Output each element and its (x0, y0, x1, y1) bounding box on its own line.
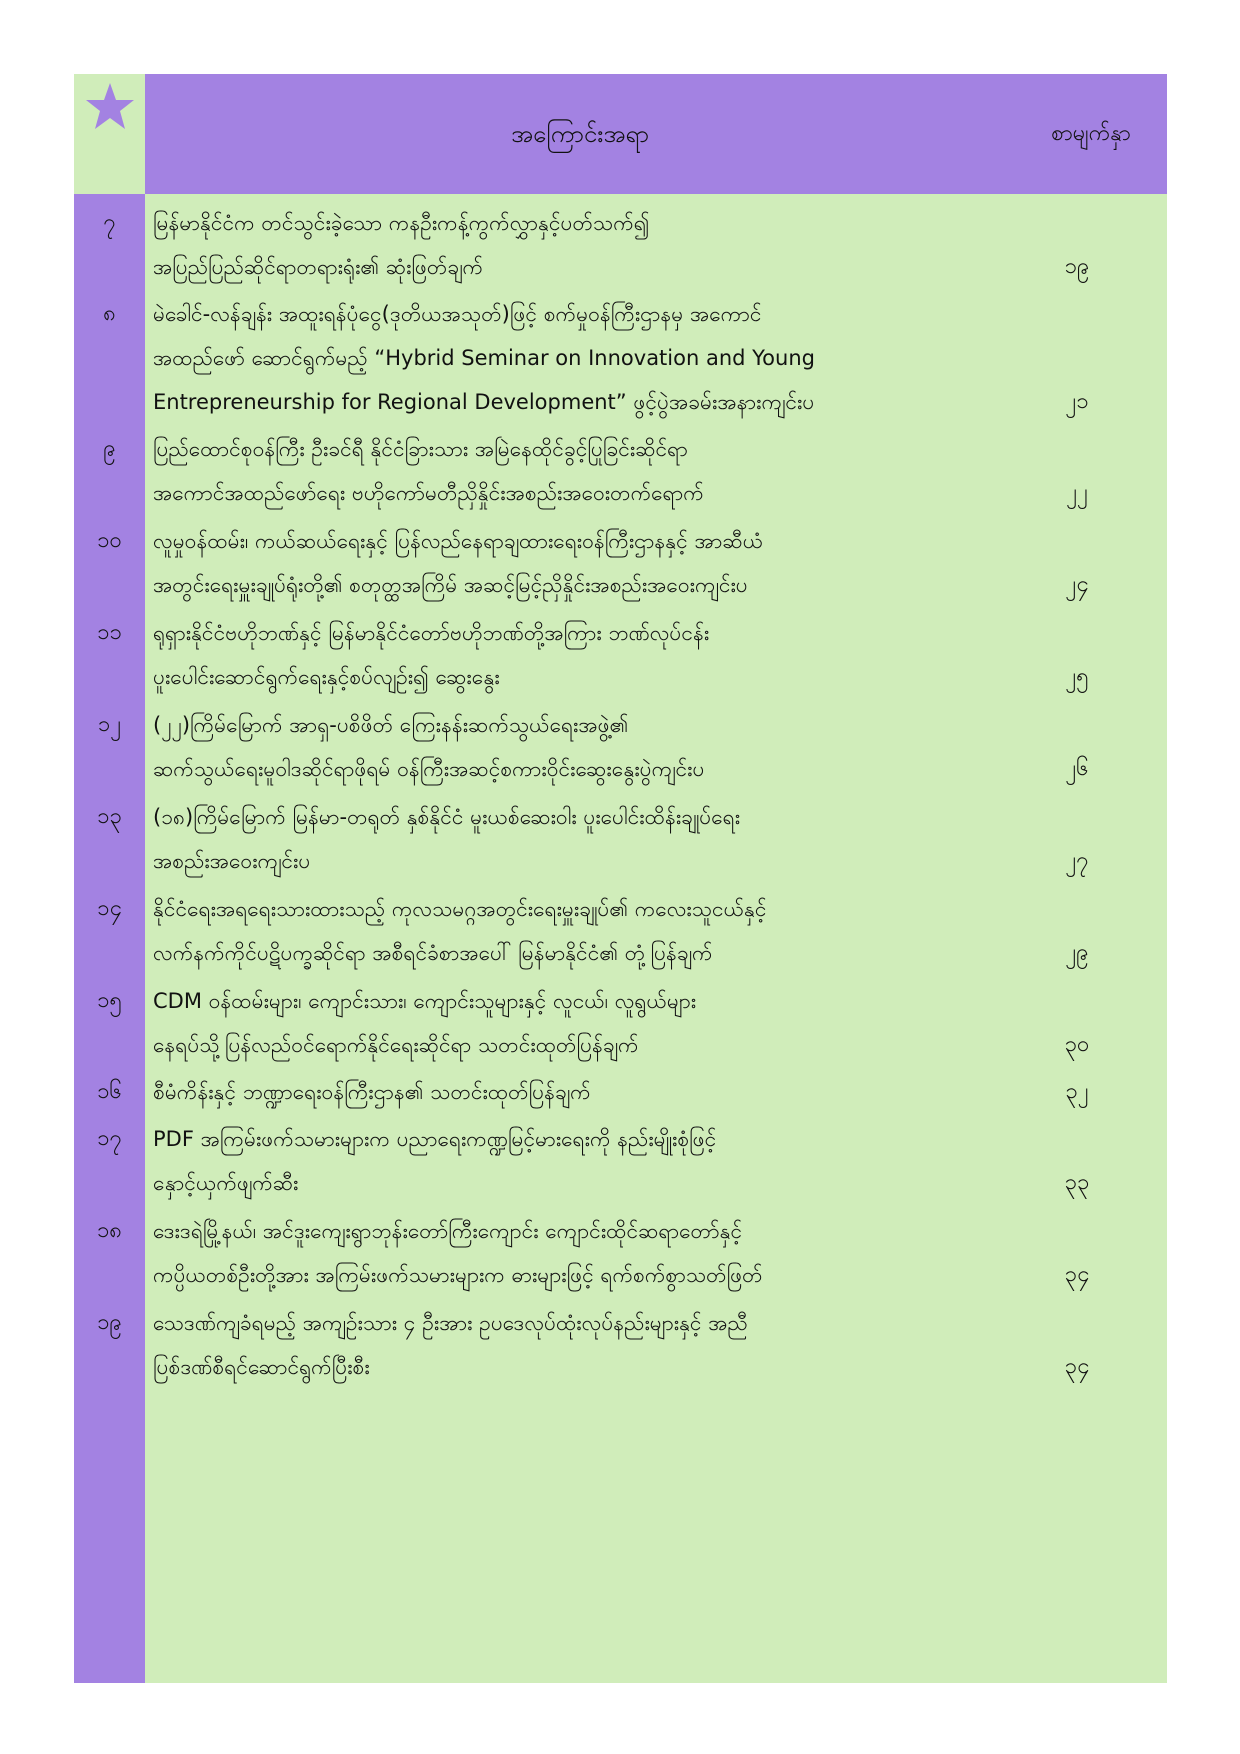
entry-title (153, 427, 998, 515)
entry-title-line: သေဒဏ်ကျခံရမည့် အကျဉ်းသား ၄ ဦးအား ဥပဒေလုပ်ထုံးလုပ်နည်းများနှင့် အညီ (153, 1311, 748, 1335)
entry-title (153, 292, 998, 424)
entry-page-number: ၃၄ (1064, 1354, 1090, 1379)
entry-number: ၁၉ (97, 1310, 122, 1335)
entry-number: ၁၅ (97, 988, 122, 1013)
entry-title-line: CDM ဝန်ထမ်းများ၊ ကျောင်းသား၊ ကျောင်းသူများနှင့် လူငယ်၊ လူရွယ်များ (153, 989, 697, 1013)
entry-title-line: လက်နက်ကိုင်ပဋိပက္ခဆိုင်ရာ အစီရင်ခံစာအပေါ် မြန်မာနိုင်ငံ၏ တုံ့ပြန်ချက် (153, 941, 713, 965)
entry-page-number: ၂၂ (1066, 480, 1088, 505)
entry-title (153, 1070, 998, 1114)
entry-number: ၈ (103, 301, 116, 326)
entry-title (153, 519, 998, 607)
entry-title-line: နိုင်ငံရေးအရရေးသားထားသည့် ကုလသမဂ္ဂအတွင်းရေးမှူးချုပ်၏ ကလေးသူငယ်နှင့် (153, 897, 767, 921)
entry-title-line: ရုရှားနိုင်ငံဗဟိုဘဏ်နှင့် မြန်မာနိုင်ငံတော်ဗဟိုဘဏ်တို့အကြား ဘဏ်လုပ်ငန်း (153, 621, 710, 645)
entry-page-number: ၂၄ (1065, 572, 1089, 597)
entry-title-line: PDF အကြမ်းဖက်သမားများက ပညာရေးကဏ္ဍမြင့်မားရေးကို နည်းမျိုးစုံဖြင့် (153, 1127, 717, 1151)
entry-title-line: (၂၂)ကြိမ်မြောက် အာရှ-ပစိဖိတ် ကြေးနန်းဆက်သွယ်ရေးအဖွဲ့၏ (153, 713, 629, 737)
entry-title-line: နေရပ်သို့ပြန်လည်ဝင်ရောက်နိုင်ရေးဆိုင်ရာ သတင်းထုတ်ပြန်ချက် (153, 1033, 639, 1057)
entry-title-line: လူမှုဝန်ထမ်း၊ ကယ်ဆယ်ရေးနှင့် ပြန်လည်နေရာချထားရေးဝန်ကြီးဌာနနှင့် အာဆီယံ (153, 529, 764, 553)
star-cell (74, 74, 145, 194)
entry-title-line: အတွင်းရေးမှူးချုပ်ရုံးတို့၏ စတုတ္ထအကြိမ် အဆင့်မြင့်ညှိနှိုင်းအစည်းအဝေးကျင်းပ (153, 573, 748, 597)
entry-title-line: မဲခေါင်-လန်ချန်း အထူးရန်ပုံငွေ(ဒုတိယအသုတ်)ဖြင့် စက်မှုဝန်ကြီးဌာနမှ အကောင် (153, 302, 762, 326)
entry-page-number: ၂၇ (1065, 848, 1089, 873)
entry-number: ၁၀ (97, 528, 122, 553)
entries-area (97, 194, 1167, 1683)
entry-title-line: ပြစ်ဒဏ်စီရင်ဆောင်ရွက်ပြီးစီး (153, 1355, 370, 1379)
entry-page-number: ၂၅ (1065, 664, 1089, 689)
entry-number: ၁၂ (97, 712, 122, 737)
entry-title (153, 201, 998, 289)
entry-title-line: ဒေးဒရဲမြို့နယ်၊ အင်ဒူးကျေးရွာဘုန်းတော်ကြီးကျောင်း ကျောင်းထိုင်ဆရာတော်နှင့် (153, 1219, 743, 1243)
entry-number: ၁၃ (97, 804, 122, 829)
table-of-contents (74, 74, 1167, 1683)
header-row (145, 74, 1167, 194)
entry-title-line: Entrepreneurship for Regional Development” ဖွင့်ပွဲအခမ်းအနားကျင်းပ (153, 390, 815, 414)
entry-title-line: နှောင့်ယှက်ဖျက်ဆီး (153, 1171, 299, 1195)
entry-title-line: မြန်မာနိုင်ငံက တင်သွင်းခဲ့သော ကနဦးကန့်ကွက်လွှာနှင့်ပတ်သက်၍ (153, 211, 650, 235)
entry-title (153, 1117, 998, 1205)
entry-number: ၁၄ (97, 896, 122, 921)
entry-title-line: အထည်ဖော် ဆောင်ရွက်မည့် “Hybrid Seminar on Innovation and Young (153, 346, 815, 370)
entry-title (153, 703, 998, 791)
entry-page-number: ၂၉ (1065, 940, 1089, 965)
header-page-label: စာမျက်နှာ (1051, 121, 1131, 146)
entry-title (153, 979, 998, 1067)
entry-page-number: ၃၂ (1065, 1079, 1089, 1104)
entry-number: ၁၇ (97, 1126, 122, 1151)
entry-title-line: ပူးပေါင်းဆောင်ရွက်ရေးနှင့်စပ်လျဉ်း၍ ဆွေးနွေး (153, 665, 500, 689)
star-icon (85, 81, 135, 131)
entry-title-line: အစည်းအဝေးကျင်းပ (153, 849, 311, 873)
number-column (74, 194, 145, 1683)
entry-page-number: ၃၀ (1064, 1032, 1090, 1057)
entry-title-line: စီမံကိန်းနှင့် ဘဏ္ဍာရေးဝန်ကြီးဌာန၏ သတင်းထုတ်ပြန်ချက် (153, 1080, 591, 1104)
entry-number: ၁၁ (97, 620, 122, 645)
entry-title-line: ပြည်ထောင်စုဝန်ကြီး ဦးခင်ရီ နိုင်ငံခြားသား အမြဲနေထိုင်ခွင့်ပြုခြင်းဆိုင်ရာ (153, 437, 688, 461)
entry-page-number: ၁၉ (1064, 254, 1090, 279)
entry-number: ၇ (103, 210, 116, 235)
entry-title-line: (၁၈)ကြိမ်မြောက် မြန်မာ-တရုတ် နှစ်နိုင်ငံ မူးယစ်ဆေးဝါး ပူးပေါင်းထိန်းချုပ်ရေး (153, 805, 741, 829)
entry-title (153, 1301, 998, 1389)
entry-number: ၁၆ (97, 1079, 122, 1104)
entry-title (153, 887, 998, 975)
entry-number: ၁၈ (97, 1218, 122, 1243)
entry-title-line: ကပ္ပိယတစ်ဦးတို့အား အကြမ်းဖက်သမားများက ဓားများဖြင့် ရက်စက်စွာသတ်ဖြတ် (153, 1263, 763, 1287)
entry-page-number: ၂၁ (1065, 389, 1089, 414)
entry-title (153, 611, 998, 699)
entry-title (153, 795, 998, 883)
entry-title-line: အကောင်အထည်ဖော်ရေး ဗဟိုကော်မတီညှိနှိုင်းအစည်းအဝေးတက်ရောက် (153, 481, 704, 505)
entry-title-line: အပြည်ပြည်ဆိုင်ရာတရားရုံး၏ ဆုံးဖြတ်ချက် (153, 255, 484, 279)
entry-title-line: ဆက်သွယ်ရေးမူဝါဒဆိုင်ရာဖိုရမ် ဝန်ကြီးအဆင့်စကားဝိုင်းဆွေးနွေးပွဲကျင်းပ (153, 757, 705, 781)
entry-number: ၉ (103, 436, 116, 461)
entry-title (153, 1209, 998, 1297)
entry-page-number: ၃၃ (1064, 1170, 1090, 1195)
entry-page-number: ၃၄ (1064, 1262, 1090, 1287)
entry-page-number: ၂၆ (1065, 756, 1089, 781)
header-title: အကြောင်းအရာ (511, 120, 649, 148)
